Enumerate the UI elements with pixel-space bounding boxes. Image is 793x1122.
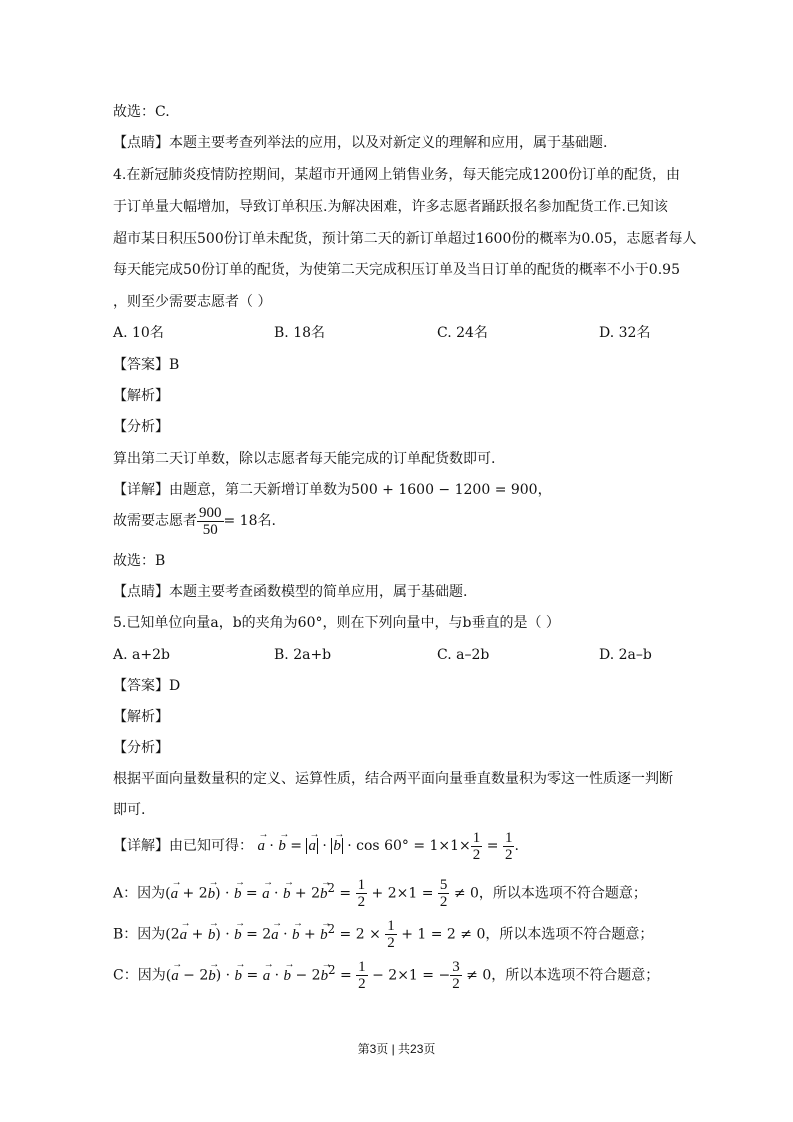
q5-check-c-tail: ，所以本选项不符合题意； [491, 967, 660, 984]
question-4-line-2: 于订单量大幅增加，导致订单积压.为解决困难，许多志愿者踊跃报名参加配货工作.已知该 [113, 199, 668, 215]
q4-choice: 故选：B [113, 553, 166, 569]
q5-check-b: B：因为(2→ a + → b) · → b = 2→ a · → b + → $b^2 = 2$ × $\frac{1}{2}$ + 1 = 2 ≠ 0，所以本选项不符合题意； [113, 911, 653, 953]
q5-fenxi-heading: 【分析】 [113, 740, 169, 756]
question-4-line-4: 每天能完成50份订单的配货，为使第二天完成积压订单及当日订单的配货的概率不小于0.95 [113, 262, 680, 278]
answer-choice-prev: 故选：C. [113, 104, 170, 120]
q4-detail: 【详解】由题意，第二天新增订单数为500 + 1600 − 1200 = 900， [113, 482, 552, 498]
q5-detail: 【详解】由已知可得： → a · → b = → a · → b · cos 60° = 1×1× $\frac{1}{2}$ = $\frac{1}{2}$ . [113, 828, 519, 864]
q4-fenxi-heading: 【分析】 [113, 419, 169, 435]
q4-jiexi-heading: 【解析】 [113, 388, 169, 404]
fraction-numerator: 900 [199, 504, 222, 521]
q4-option-d: D. 32名 [599, 325, 651, 341]
q4-detail-fraction-line [113, 503, 276, 539]
q4-option-a: A. 10名 [113, 325, 164, 341]
q5-analysis-line-2: 即可. [113, 802, 146, 818]
q5-check-a-prefix: A：因为 [113, 885, 166, 902]
q4-answer: 【答案】B [113, 357, 180, 373]
fraction-denominator: 50 [202, 521, 218, 538]
q4-detail-prefix: 故需要志愿者 [113, 513, 197, 529]
q5-check-c: C：因为(→ a − 2→ b) · → b = → a · → $b - 2\to b^2$ = $\frac{1}{2}$ − 2×1 = − $\frac{3}{2}$ ≠ 0，所以本选项不符合题意； [113, 952, 659, 994]
q5-detail-mid: · cos 60° = 1×1× [347, 838, 471, 854]
q5-check-a-tail: ，所以本选项不符合题意； [478, 885, 647, 902]
q5-option-d: D. 2a–b [599, 647, 652, 663]
q5-check-b-prefix: B：因为 [113, 926, 166, 943]
question-4-line-3: 超市某日积压500份订单未配货，预计第二天的新订单超过1600份的概率为0.05，志愿者每人 [113, 231, 697, 247]
q4-analysis: 算出第二天订单数，除以志愿者每天能完成的订单配货数即可. [113, 451, 496, 467]
q4-detail-suffix: = 18名. [223, 513, 276, 529]
comment-prev: 【点睛】本题主要考查列举法的应用，以及对新定义的理解和应用，属于基础题. [113, 135, 608, 151]
q5-check-c-prefix: C：因为 [113, 967, 166, 984]
question-4-line-1: 4.在新冠肺炎疫情防控期间，某超市开通网上销售业务，每天能完成1200份订单的配货，由 [113, 167, 680, 183]
q4-option-b: B. 18名 [274, 325, 326, 341]
q5-option-b: B. 2a+b [274, 647, 332, 663]
q4-option-c: C. 24名 [437, 325, 488, 341]
q5-option-a: A. a+2b [113, 647, 170, 663]
q5-detail-prefix: 【详解】由已知可得： [113, 838, 253, 854]
q5-analysis-line-1: 根据平面向量数量积的定义、运算性质，结合两平面向量垂直数量积为零这一性质逐一判断 [113, 771, 673, 787]
q5-answer: 【答案】D [113, 678, 181, 694]
question-5-stem: 5.已知单位向量a，b的夹角为60°，则在下列向量中，与b垂直的是（ ） [113, 615, 560, 631]
q5-jiexi-heading: 【解析】 [113, 709, 169, 725]
question-4-line-5: ，则至少需要志愿者（ ） [113, 294, 272, 310]
q5-check-a: A：因为(→ a + 2→ b) · → b = → a · → $b + 2\to b^2$ = $\frac{1}{2}$ + 2×1 = $\frac{5}{2}$ ≠ 0，所以本选项不符合题意； [113, 870, 647, 912]
fraction [197, 505, 224, 538]
q5-check-b-tail: ，所以本选项不符合题意； [485, 926, 654, 943]
q5-option-c: C. a–2b [437, 647, 490, 663]
page-footer: 第3页 | 共23页 [357, 1042, 436, 1056]
q4-comment: 【点睛】本题主要考查函数模型的简单应用，属于基础题. [113, 584, 468, 600]
